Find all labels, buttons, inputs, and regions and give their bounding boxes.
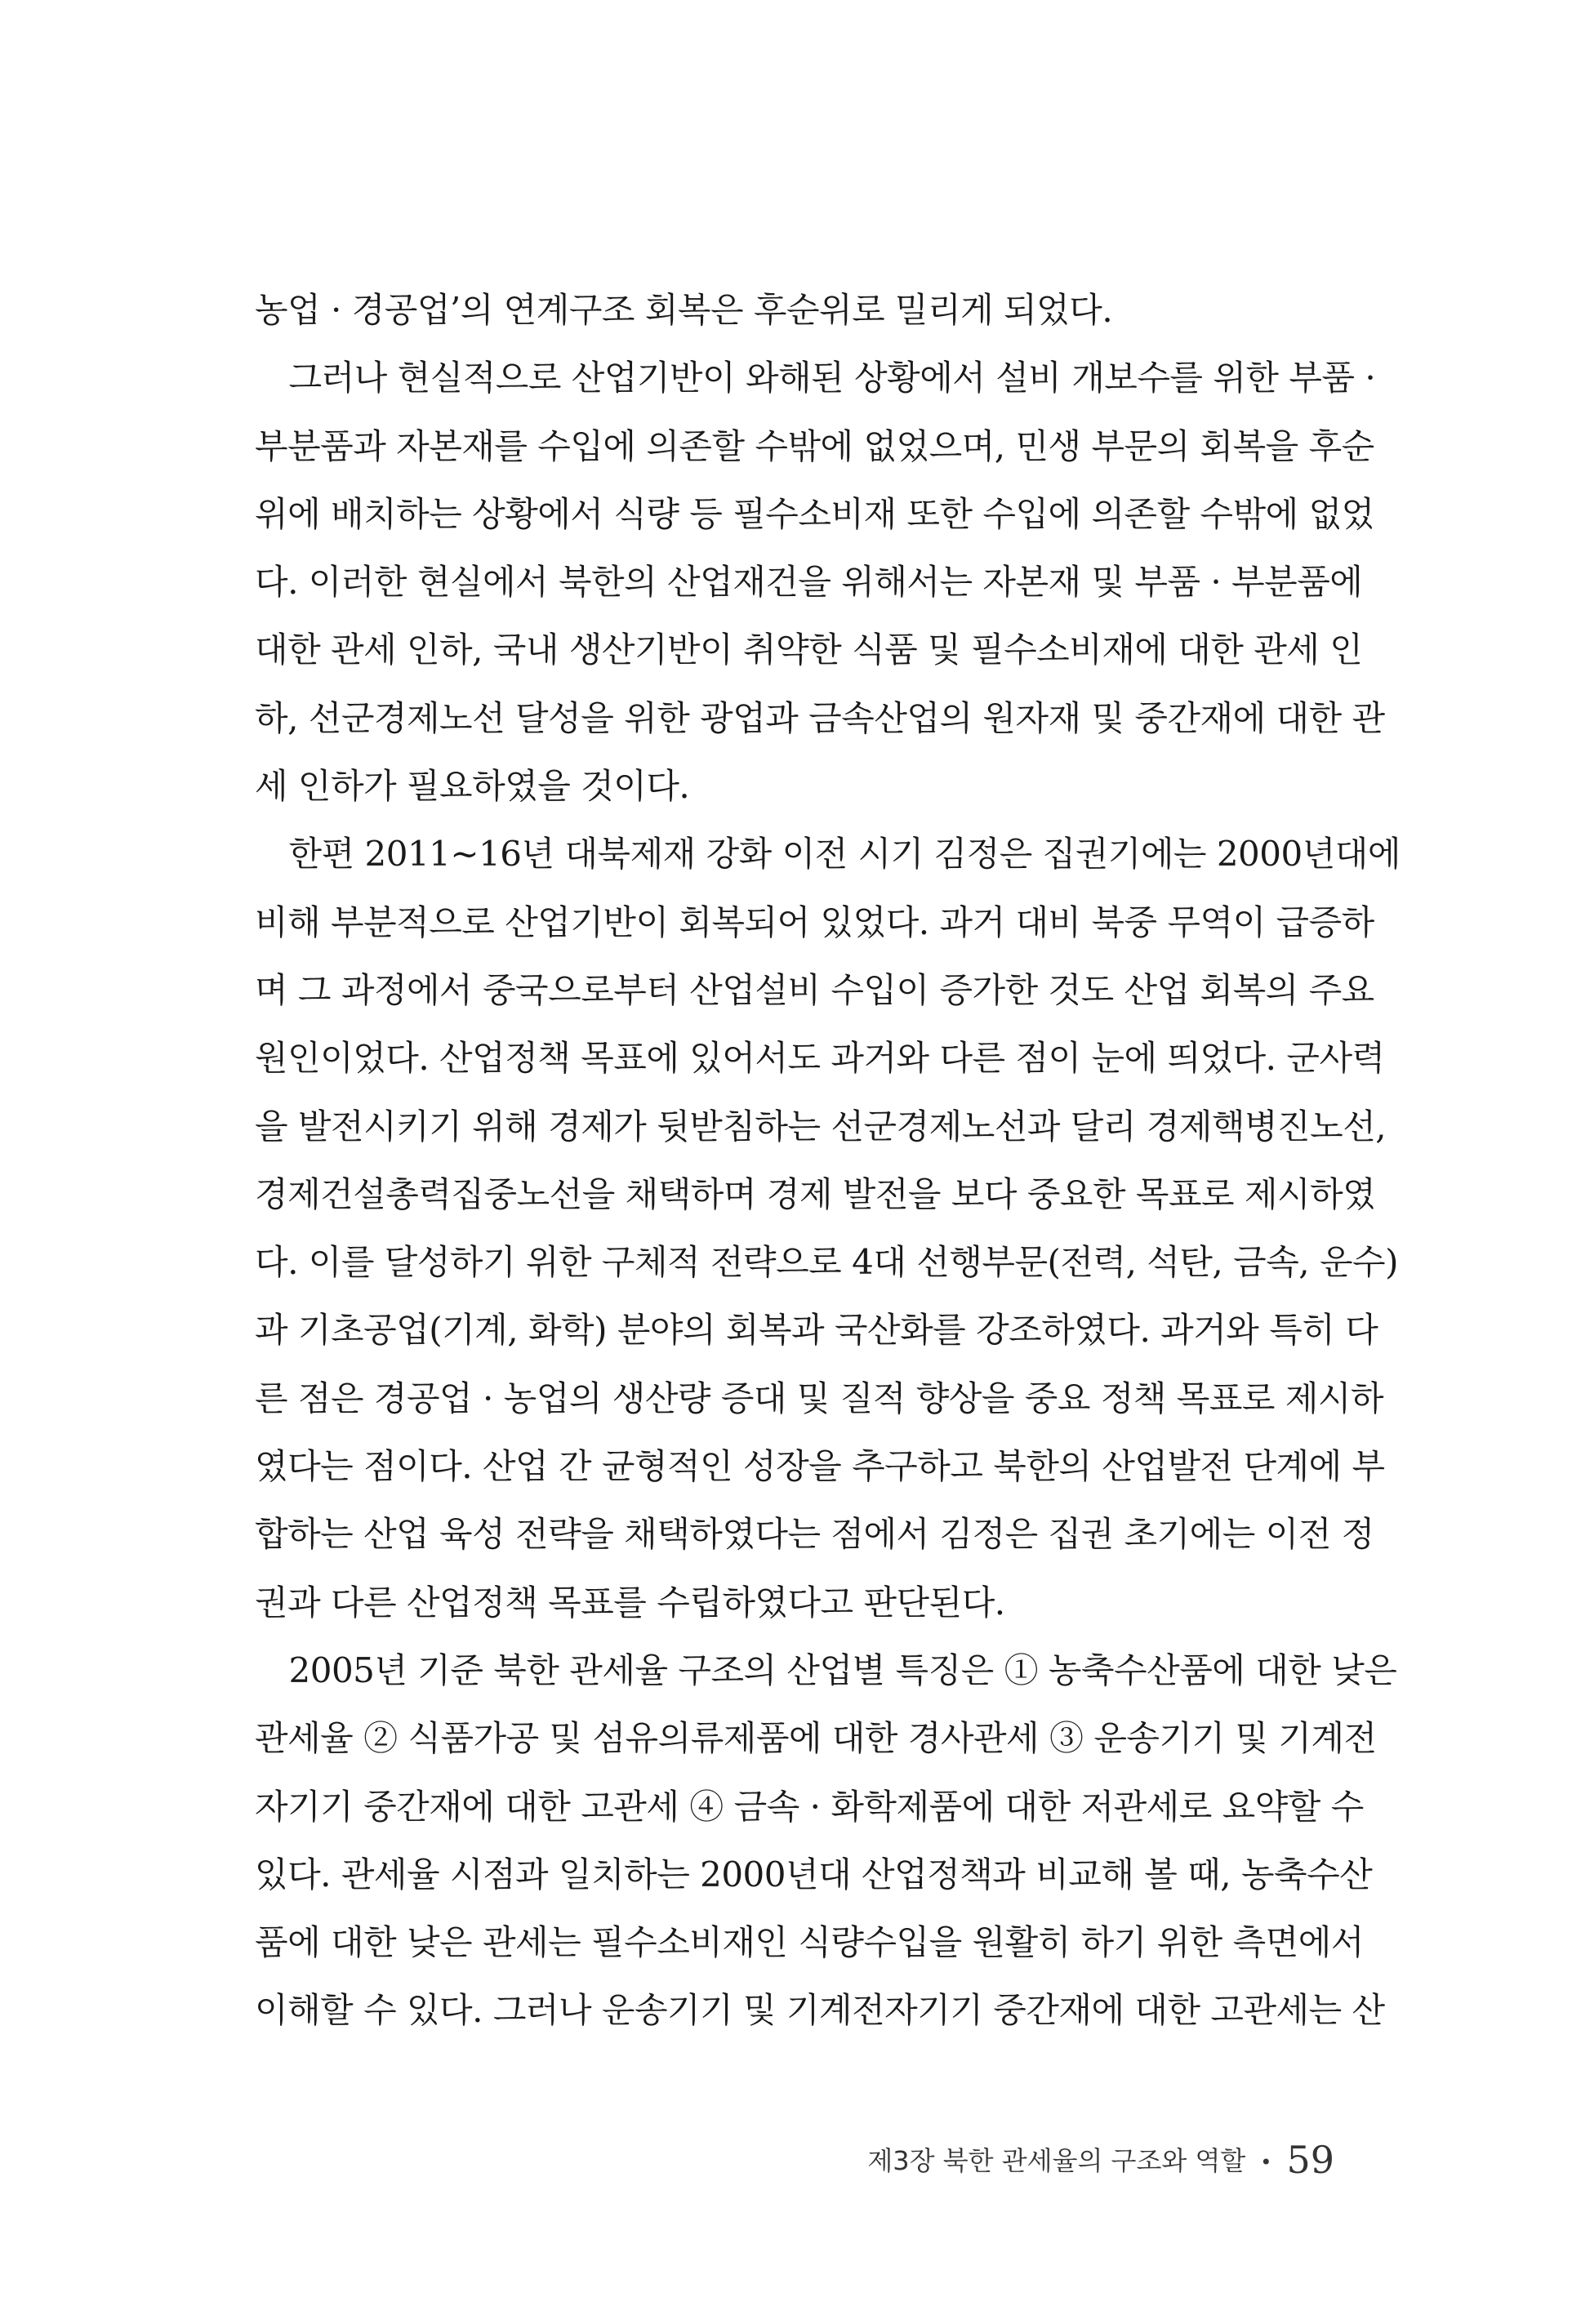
text-line: 른 점은 경공업 · 농업의 생산량 증대 및 질적 향상을 중요 정책 목표로 제시하 xyxy=(255,1378,1384,1418)
text-line: 며 그 과정에서 중국으로부터 산업설비 수입이 증가한 것도 산업 회복의 주요 xyxy=(255,969,1374,1010)
text-line: 농업 · 경공업’의 연계구조 회복은 후순위로 밀리게 되었다. xyxy=(255,290,1113,330)
text-line: 다. 이를 달성하기 위한 구체적 전략으로 4대 선행부문(전력, 석탄, 금속, 운수) xyxy=(255,1242,1398,1283)
text-line: 원인이었다. 산업정책 목표에 있어서도 과거와 다른 점이 눈에 띄었다. 군사력 xyxy=(255,1038,1385,1079)
text-line: 있다. 관세율 시점과 일치하는 2000년대 산업정책과 비교해 볼 때, 농축수산 xyxy=(255,1854,1373,1894)
text-line: 자기기 중간재에 대한 고관세 ④ 금속 · 화학제품에 대한 저관세로 요약할 수 xyxy=(255,1786,1364,1827)
text-line: 그러나 현실적으로 산업기반이 와해된 상황에서 설비 개보수를 위한 부품 · xyxy=(255,358,1376,398)
text-line: 였다는 점이다. 산업 간 균형적인 성장을 추구하고 북한의 산업발전 단계에 부 xyxy=(255,1446,1385,1487)
text-line: 을 발전시키기 위해 경제가 뒷받침하는 선군경제노선과 달리 경제핵병진노선, xyxy=(255,1106,1387,1146)
text-line: 부분품과 자본재를 수입에 의존할 수밖에 없었으며, 민생 부문의 회복을 후순 xyxy=(255,425,1374,466)
text-line: 대한 관세 인하, 국내 생산기반이 취약한 식품 및 필수소비재에 대한 관세 인 xyxy=(255,630,1363,670)
chapter-title: 제3장 북한 관세율의 구조와 역할 xyxy=(867,2145,1246,2176)
footer-separator: • xyxy=(1260,2151,1272,2174)
text-line: 다. 이러한 현실에서 북한의 산업재건을 위해서는 자본재 및 부품 · 부분품에 xyxy=(255,562,1363,603)
text-line: 하, 선군경제노선 달성을 위한 광업과 금속산업의 원자재 및 중간재에 대한 관 xyxy=(255,697,1385,738)
text-line: 경제건설총력집중노선을 채택하며 경제 발전을 보다 중요한 목표로 제시하였 xyxy=(255,1173,1376,1214)
page-number: 59 xyxy=(1286,2138,1334,2182)
text-line: 합하는 산업 육성 전략을 채택하였다는 점에서 김정은 집권 초기에는 이전 정 xyxy=(255,1514,1374,1555)
text-line: 2005년 기준 북한 관세율 구조의 산업별 특징은 ① 농축수산품에 대한 낮은 xyxy=(255,1650,1397,1690)
text-line: 세 인하가 필요하였을 것이다. xyxy=(255,766,690,807)
text-line: 과 기초공업(기계, 화학) 분야의 회복과 국산화를 강조하였다. 과거와 특히 다 xyxy=(255,1310,1378,1351)
text-line: 이해할 수 있다. 그러나 운송기기 및 기계전자기기 중간재에 대한 고관세는 산 xyxy=(255,1990,1385,2031)
body-text xyxy=(255,276,1401,2045)
text-line: 관세율 ② 식품가공 및 섬유의류제품에 대한 경사관세 ③ 운송기기 및 기계전 xyxy=(255,1718,1377,1759)
text-line: 한편 2011~16년 대북제재 강화 이전 시기 김정은 집권기에는 2000년대에 xyxy=(255,834,1401,875)
text-line: 비해 부분적으로 산업기반이 회복되어 있었다. 과거 대비 북중 무역이 급증하 xyxy=(255,902,1374,942)
text-line: 권과 다른 산업정책 목표를 수립하였다고 판단된다. xyxy=(255,1582,1005,1623)
text-line: 품에 대한 낮은 관세는 필수소비재인 식량수입을 원활히 하기 위한 측면에서 xyxy=(255,1922,1364,1963)
running-footer xyxy=(0,2138,1334,2182)
text-line: 위에 배치하는 상황에서 식량 등 필수소비재 또한 수입에 의존할 수밖에 없었 xyxy=(255,493,1374,534)
